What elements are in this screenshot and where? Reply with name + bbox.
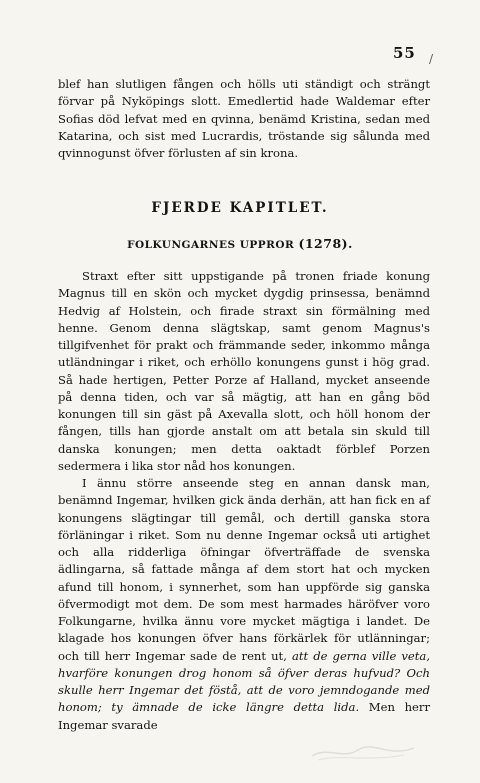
paragraph-2-italic: att de gerna ville veta, hvarföre konungen drog honom så öfver deras hufvud? Och skulle herr Ingemar det föstå, att de voro jemndogande med honom; ty ämnade de icke längre detta lida. <box>58 648 430 715</box>
margin-mark: / <box>429 52 434 66</box>
section-year: (1278). <box>298 236 353 251</box>
page-number: 55 <box>393 44 416 62</box>
section-heading <box>0 236 480 251</box>
chapter-title: FJERDE KAPITLET. <box>151 200 329 216</box>
chapter-body <box>58 268 430 734</box>
paragraph-top: blef han slutligen fången och hölls uti ständigt och strängt förvar på Nyköpings slott. Emedlertid hade Waldemar efter Sofias död lefvat med en qvinna, benämd Kristina, sedan med Katarina, och sist med Lucrardis, tröstande sig sålunda med qvinnogunst öfver förlusten af sin krona. <box>58 77 430 160</box>
paragraph-2-end: Men herr Ingemar svarade <box>58 700 430 732</box>
section-title: FOLKUNGARNES UPPROR <box>127 239 295 251</box>
paragraph-2-text: I ännu större anseende steg en annan dansk man, benämnd Ingemar, hvilken gick ända derhän, att han fick en af konungens slägtingar till gemål, och dertill ganska stora förläningar i riket. Som nu denne Ingemar också uti artighet och alla ridderliga öfningar öfverträffade de svenska ädlingarna, så fattade många af dem stort hat och mycken afund till honom, i synnerhet, som han uppförde sig ganska öfvermodigt mot dem. De som mest harmades häröfver voro Folkungarne, hvilka ännu vore mycket mägtiga i landet. De klagade hos konungen öfver hans förkärlek för utlänningar; och till herr Ingemar sade de rent ut, <box>58 476 430 663</box>
continuation-paragraph <box>58 76 430 162</box>
paragraph-2 <box>58 475 430 734</box>
library-stamp-watermark <box>308 740 418 764</box>
paragraph-1: Straxt efter sitt uppstigande på tronen friade konung Magnus till en skön och mycket dygdig prinsessa, benämnd Hedvig af Holstein, och firade straxt sin förmälning med henne. Genom denna slägtskap, samt genom Magnus's tillgifvenhet för prakt och främmande seder, inkommo många utländningar i riket, och erhöllo konungens gunst i hög grad. Så hade hertigen, Petter Porze af Halland, mycket anseende på denna tiden, och var så mägtig, att han en gång böd konungen till sin gäst på Axevalla slott, och höll honom der fången, tills han gjorde anstalt om att betala sin skuld till danska konungen; men detta oaktadt förblef Porzen sedermera i lika stor nåd hos konungen. <box>58 269 430 473</box>
